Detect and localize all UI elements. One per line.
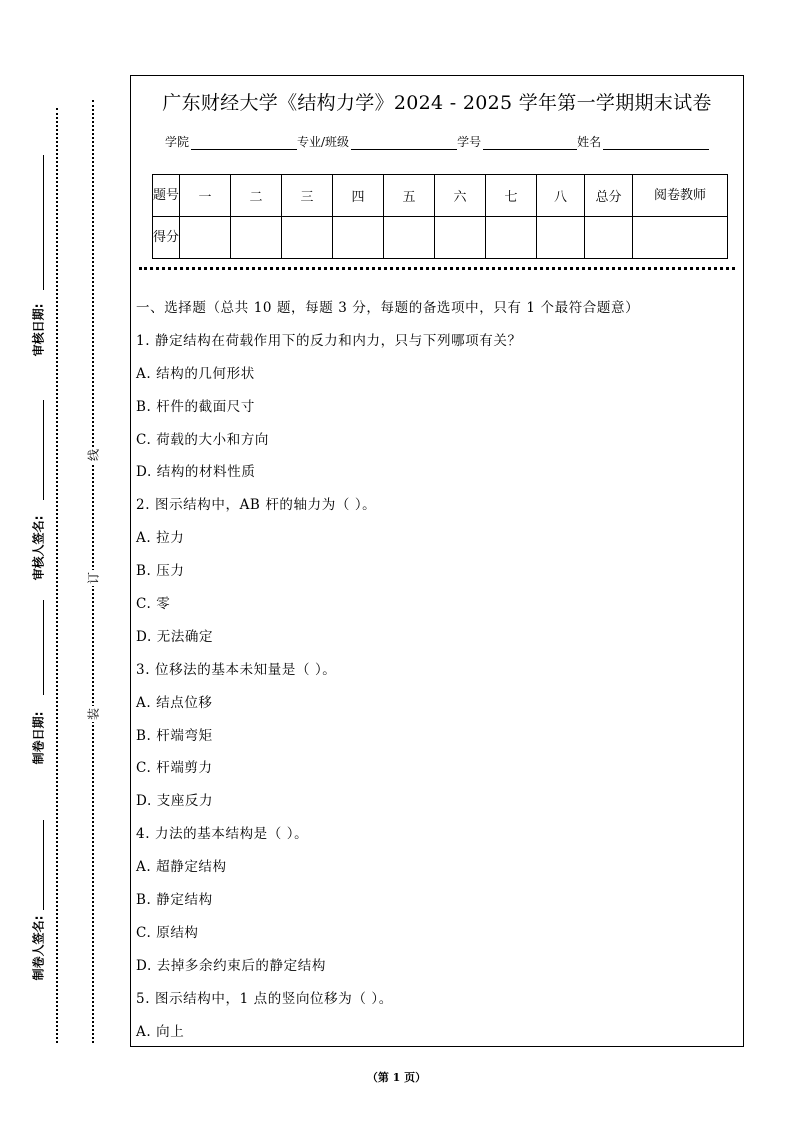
column-header: 四 <box>333 175 384 217</box>
page-footer: （第 1 页） <box>366 1071 427 1084</box>
signature-line-maker <box>43 820 44 910</box>
column-header: 二 <box>231 175 282 217</box>
question-stem: 3. 位移法的基本未知量是（ ）。 <box>136 661 337 678</box>
maker-signature-label: 制卷人签名: <box>31 915 46 981</box>
score-table-header-row <box>153 175 728 217</box>
answer-option[interactable]: A. 拉力 <box>136 530 185 547</box>
score-cell[interactable] <box>333 217 384 259</box>
column-header: 总分 <box>585 175 633 217</box>
column-header: 五 <box>384 175 435 217</box>
binding-char-zhuang: 装 <box>86 707 101 721</box>
score-cell[interactable] <box>435 217 486 259</box>
name-field[interactable] <box>603 137 709 150</box>
answer-option[interactable]: A. 超静定结构 <box>136 859 227 876</box>
answer-option[interactable]: B. 静定结构 <box>136 892 213 909</box>
major-class-label: 专业/班级 <box>297 135 350 149</box>
answer-option[interactable]: A. 结构的几何形状 <box>136 365 255 382</box>
score-cell[interactable] <box>537 217 585 259</box>
answer-option[interactable]: C. 原结构 <box>136 924 199 941</box>
binding-char-xian: 线 <box>86 448 101 462</box>
question-stem: 1. 静定结构在荷载作用下的反力和内力，只与下列哪项有关？ <box>136 332 522 349</box>
college-field[interactable] <box>191 137 297 150</box>
column-header: 八 <box>537 175 585 217</box>
total-score-cell[interactable] <box>585 217 633 259</box>
score-cell[interactable] <box>180 217 231 259</box>
signature-line-review-date <box>43 155 44 290</box>
answer-option[interactable]: B. 杆端弯矩 <box>136 727 213 744</box>
student-id-label: 学号 <box>457 135 482 149</box>
answer-option[interactable]: C. 零 <box>136 596 171 613</box>
name-label: 姓名 <box>577 135 602 149</box>
dotted-separator <box>139 267 735 270</box>
major-class-field[interactable] <box>351 137 457 150</box>
question-stem: 4. 力法的基本结构是（ ）。 <box>136 826 309 843</box>
score-cell[interactable] <box>384 217 435 259</box>
college-label: 学院 <box>165 135 190 149</box>
question-stem: 2. 图示结构中，AB 杆的轴力为（ ）。 <box>136 497 377 514</box>
column-header: 一 <box>180 175 231 217</box>
score-table <box>152 174 728 259</box>
answer-option[interactable]: D. 结构的材料性质 <box>136 464 256 481</box>
answer-option[interactable]: D. 支座反力 <box>136 793 214 810</box>
margin-dotted-line-outer <box>56 108 58 1043</box>
answer-option[interactable]: A. 结点位移 <box>136 694 213 711</box>
reviewer-header: 阅卷教师 <box>633 175 728 217</box>
make-date-label: 制卷日期: <box>31 711 46 765</box>
answer-option[interactable]: A. 向上 <box>136 1023 185 1040</box>
section-heading: 一、选择题（总共 10 题，每题 3 分，每题的备选项中，只有 1 个最符合题意） <box>136 300 640 316</box>
question-stem: 5. 图示结构中，1 点的竖向位移为（ ）。 <box>136 990 393 1007</box>
question-list <box>136 325 736 1049</box>
column-header: 七 <box>486 175 537 217</box>
question-body <box>136 292 736 1048</box>
answer-option[interactable]: D. 无法确定 <box>136 628 214 645</box>
answer-option[interactable]: D. 去掉多余约束后的静定结构 <box>136 957 326 974</box>
score-table-score-row <box>153 217 728 259</box>
reviewer-cell[interactable] <box>633 217 728 259</box>
binding-char-ding: 订 <box>86 571 101 585</box>
score-cell[interactable] <box>486 217 537 259</box>
score-cell[interactable] <box>282 217 333 259</box>
student-info-row <box>165 133 709 150</box>
exam-title: 广东财经大学《结构力学》2024 - 2025 学年第一学期期末试卷 <box>162 92 712 114</box>
answer-option[interactable]: B. 压力 <box>136 563 185 580</box>
score-label: 得分 <box>153 217 180 259</box>
question-number-label: 题号 <box>153 175 180 217</box>
exam-frame <box>130 75 744 1047</box>
student-id-field[interactable] <box>483 137 577 150</box>
answer-option[interactable]: B. 杆件的截面尺寸 <box>136 398 256 415</box>
column-header: 三 <box>282 175 333 217</box>
answer-option[interactable]: C. 荷载的大小和方向 <box>136 431 270 448</box>
score-cell[interactable] <box>231 217 282 259</box>
reviewer-signature-label: 审核人签名: <box>31 515 46 581</box>
signature-line-make-date <box>43 600 44 695</box>
signature-line-reviewer <box>43 400 44 500</box>
column-header: 六 <box>435 175 486 217</box>
review-date-label: 审核日期: <box>31 303 46 357</box>
answer-option[interactable]: C. 杆端剪力 <box>136 760 213 777</box>
